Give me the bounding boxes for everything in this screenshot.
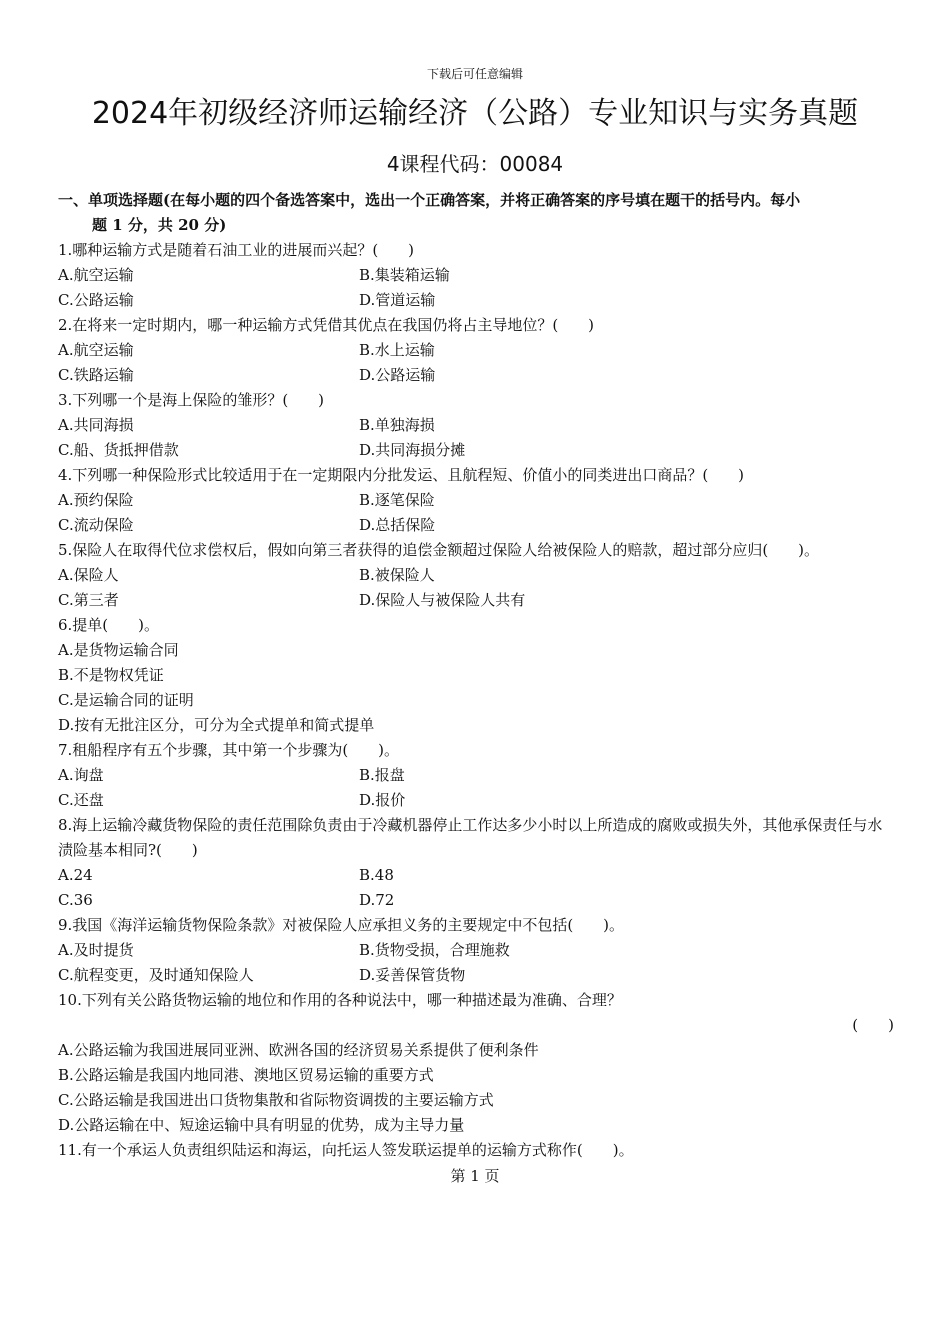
option: A.公路运输为我国进展同亚洲、欧洲各国的经济贸易关系提供了便利条件 (58, 1041, 539, 1059)
question-stem: 8.海上运输冷藏货物保险的责任范围除负责由于冷藏机器停止工作达多少小时以上所造成的腐败或损失外，其他承保责任与水渍险基本相同?( ) (58, 816, 883, 859)
option: D.72 (359, 891, 395, 909)
option-row (58, 288, 894, 313)
page-subtitle: 4课程代码：00084 (386, 152, 564, 176)
option-row (58, 588, 894, 613)
option: A.航空运输 (58, 266, 134, 284)
option: A.24 (58, 866, 93, 884)
question-stem: 9.我国《海洋运输货物保险条款》对被保险人应承担义务的主要规定中不包括( )。 (58, 916, 625, 934)
option-row (58, 963, 894, 988)
option: D.报价 (359, 791, 406, 809)
option: C.是运输合同的证明 (58, 691, 194, 709)
option: B.48 (359, 866, 394, 884)
page-title: 2024年初级经济师运输经济（公路）专业知识与实务真题 (91, 96, 859, 131)
option-row (58, 938, 894, 963)
option: B.逐笔保险 (359, 491, 435, 509)
option: A.航空运输 (58, 341, 134, 359)
option: B.不是物权凭证 (58, 666, 164, 684)
option: B.被保险人 (359, 566, 435, 584)
option: D.总括保险 (359, 516, 436, 534)
page-footer: 第 1 页 (450, 1167, 500, 1185)
option: B.货物受损，合理施救 (359, 941, 510, 959)
option: D.保险人与被保险人共有 (359, 591, 526, 609)
option: C.公路运输是我国进出口货物集散和省际物资调拨的主要运输方式 (58, 1091, 494, 1109)
option: C.第三者 (58, 591, 119, 609)
header-note: 下载后可任意编辑 (426, 67, 523, 81)
question-stem: 5.保险人在取得代位求偿权后，假如向第三者获得的追偿金额超过保险人给被保险人的赔款，超过部分应归( )。 (58, 541, 820, 559)
question-stem: 10.下列有关公路货物运输的地位和作用的各种说法中，哪一种描述最为准确、合理？ (58, 991, 622, 1009)
option: C.航程变更，及时通知保险人 (58, 966, 254, 984)
option-row (58, 563, 894, 588)
question-stem: 6.提单( )。 (58, 616, 160, 634)
question-list (58, 238, 894, 1163)
answer-parenthesis: ( ) (852, 1016, 894, 1034)
question-stem: 2.在将来一定时期内，哪一种运输方式凭借其优点在我国仍将占主导地位？( ) (58, 316, 595, 334)
section-heading-line2: 题 1 分，共 20 分) (92, 216, 227, 234)
option: C.36 (58, 891, 93, 909)
option-row (58, 788, 894, 813)
option: A.询盘 (58, 766, 104, 784)
question-stem: 7.租船程序有五个步骤，其中第一个步骤为( )。 (58, 741, 400, 759)
option: B.水上运输 (359, 341, 435, 359)
question-stem: 1.哪种运输方式是随着石油工业的进展而兴起？( ) (58, 241, 415, 259)
option: B.单独海损 (359, 416, 435, 434)
option-row (58, 363, 894, 388)
option: D.公路运输在中、短途运输中具有明显的优势，成为主导力量 (58, 1116, 465, 1134)
option: D.管道运输 (359, 291, 436, 309)
question-stem: 4.下列哪一种保险形式比较适用于在一定期限内分批发运、且航程短、价值小的同类进出口商品？( ) (58, 466, 745, 484)
option: B.报盘 (359, 766, 405, 784)
option-row (58, 488, 894, 513)
option: C.还盘 (58, 791, 104, 809)
option: C.铁路运输 (58, 366, 134, 384)
option: B.公路运输是我国内地同港、澳地区贸易运输的重要方式 (58, 1066, 434, 1084)
option: C.船、货抵押借款 (58, 441, 179, 459)
option: D.按有无批注区分，可分为全式提单和简式提单 (58, 716, 375, 734)
option: C.流动保险 (58, 516, 134, 534)
option-row (58, 763, 894, 788)
option: A.及时提货 (58, 941, 134, 959)
option: A.保险人 (58, 566, 119, 584)
option-row (58, 513, 894, 538)
option: A.预约保险 (58, 491, 134, 509)
option: A.共同海损 (58, 416, 134, 434)
option-row (58, 263, 894, 288)
option-row (58, 438, 894, 463)
section-heading-line1: 一、单项选择题(在每小题的四个备选答案中，选出一个正确答案，并将正确答案的序号填在题干的括号内。每小 (58, 191, 801, 209)
option-row (58, 863, 894, 888)
option: C.公路运输 (58, 291, 134, 309)
section-heading (58, 188, 894, 238)
question-stem: 11.有一个承运人负责组织陆运和海运，向托运人签发联运提单的运输方式称作( )。 (58, 1141, 634, 1159)
option: B.集装箱运输 (359, 266, 450, 284)
option-row (58, 338, 894, 363)
option: D.公路运输 (359, 366, 436, 384)
question-stem: 3.下列哪一个是海上保险的雏形？( ) (58, 391, 325, 409)
option: D.共同海损分摊 (359, 441, 466, 459)
option-row (58, 413, 894, 438)
option: A.是货物运输合同 (58, 641, 179, 659)
option: D.妥善保管货物 (359, 966, 466, 984)
option-row (58, 888, 894, 913)
